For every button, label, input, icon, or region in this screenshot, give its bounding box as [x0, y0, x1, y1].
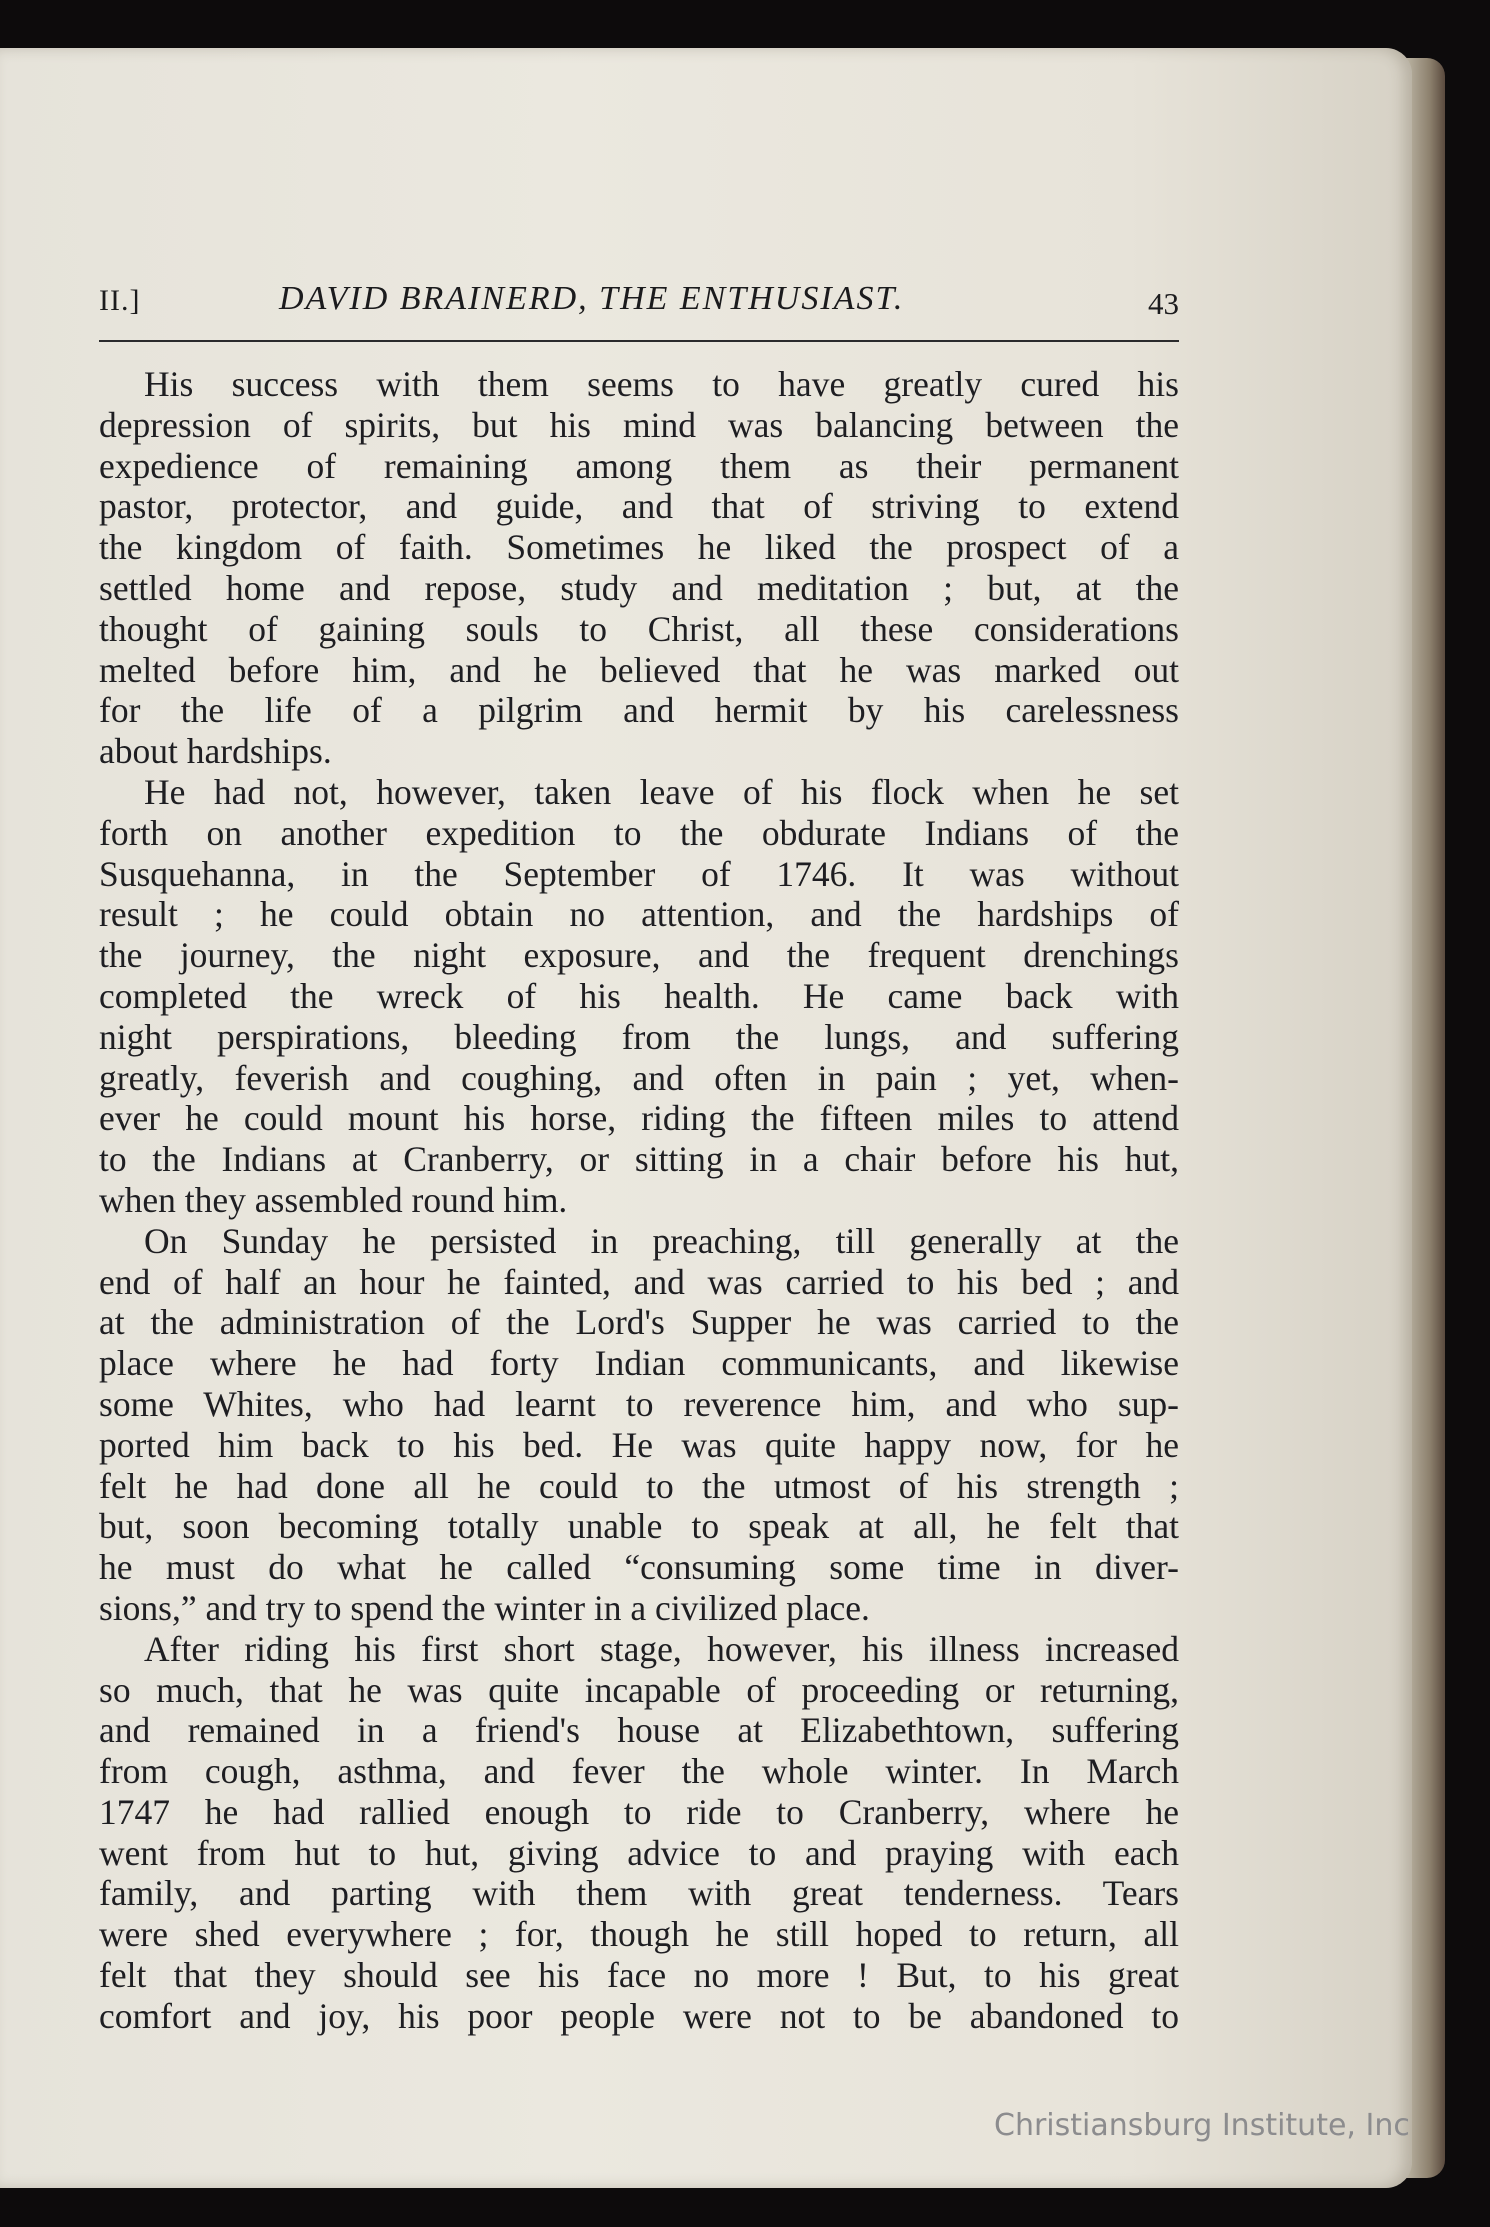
text-line: sions,” and try to spend the winter in a civilized place.	[99, 1587, 870, 1628]
text-line: night perspirations, bleeding from the lungs, and suffering	[99, 1016, 1179, 1057]
text-line: comfort and joy, his poor people were not to be abandoned to	[99, 1995, 1179, 2036]
text-line: result ; he could obtain no attention, and the hardships of	[99, 894, 1179, 935]
text-line: went from hut to hut, giving advice to and praying with each	[99, 1832, 1179, 1873]
text-line: place where he had forty Indian communicants, and likewise	[99, 1343, 1179, 1384]
text-line: at the administration of the Lord's Supper he was carried to the	[99, 1302, 1179, 1343]
text-line: end of half an hour he fainted, and was carried to his bed ; and	[99, 1261, 1179, 1302]
text-line: pastor, protector, and guide, and that of striving to extend	[99, 486, 1179, 527]
text-line: 1747 he had rallied enough to ride to Cranberry, where he	[99, 1791, 1179, 1832]
header-rule	[99, 340, 1179, 342]
text-line: greatly, feverish and coughing, and often in pain ; yet, when-	[99, 1057, 1179, 1098]
text-line: ported him back to his bed. He was quite happy now, for he	[99, 1424, 1179, 1465]
page-number: 43	[1148, 286, 1179, 321]
text-line: forth on another expedition to the obdurate Indians of the	[99, 812, 1179, 853]
book-page	[0, 48, 1412, 2188]
text-line: On Sunday he persisted in preaching, till generally at the	[144, 1220, 1179, 1261]
text-line: melted before him, and he believed that he was marked out	[99, 649, 1179, 690]
text-line: he must do what he called “consuming some time in diver-	[99, 1547, 1179, 1588]
paragraph	[99, 364, 1179, 772]
text-line: completed the wreck of his health. He came back with	[99, 975, 1179, 1016]
text-line: when they assembled round him.	[99, 1179, 568, 1220]
watermark: Christiansburg Institute, Inc	[994, 2108, 1410, 2143]
text-line: but, soon becoming totally unable to speak at all, he felt that	[99, 1506, 1179, 1547]
text-line: for the life of a pilgrim and hermit by his carelessness	[99, 690, 1179, 731]
body-text	[99, 364, 1179, 2037]
paragraph	[99, 772, 1179, 1221]
text-line: ever he could mount his horse, riding the fifteen miles to attend	[99, 1098, 1179, 1139]
running-title: DAVID BRAINERD, THE ENTHUSIAST.	[279, 280, 905, 317]
text-line: family, and parting with them with great tenderness. Tears	[99, 1873, 1179, 1914]
chapter-marker: II.]	[99, 284, 141, 317]
text-line: the kingdom of faith. Sometimes he liked the prospect of a	[99, 527, 1179, 568]
text-line: settled home and repose, study and meditation ; but, at the	[99, 567, 1179, 608]
text-line: His success with them seems to have greatly cured his	[144, 364, 1179, 404]
text-line: were shed everywhere ; for, though he still hoped to return, all	[99, 1914, 1179, 1955]
text-line: depression of spirits, but his mind was balancing between the	[99, 404, 1179, 445]
text-line: felt he had done all he could to the utmost of his strength ;	[99, 1465, 1179, 1506]
text-line: the journey, the night exposure, and the frequent drenchings	[99, 935, 1179, 976]
text-line: some Whites, who had learnt to reverence him, and who sup-	[99, 1383, 1179, 1424]
text-line: He had not, however, taken leave of his flock when he set	[144, 771, 1179, 812]
text-line: to the Indians at Cranberry, or sitting in a chair before his hut,	[99, 1139, 1179, 1180]
text-line: expedience of remaining among them as their permanent	[99, 445, 1179, 486]
text-line: thought of gaining souls to Christ, all these considerations	[99, 608, 1179, 649]
text-line: so much, that he was quite incapable of proceeding or returning,	[99, 1669, 1179, 1710]
paragraph	[99, 1221, 1179, 1629]
paragraph	[99, 1629, 1179, 2037]
running-header	[99, 276, 1179, 334]
text-line: After riding his first short stage, however, his illness increased	[144, 1628, 1179, 1669]
text-line: Susquehanna, in the September of 1746. It was without	[99, 853, 1179, 894]
text-line: and remained in a friend's house at Elizabethtown, suffering	[99, 1710, 1179, 1751]
text-line: from cough, asthma, and fever the whole winter. In March	[99, 1751, 1179, 1792]
text-line: felt that they should see his face no more ! But, to his great	[99, 1955, 1179, 1996]
text-line: about hardships.	[99, 731, 332, 772]
